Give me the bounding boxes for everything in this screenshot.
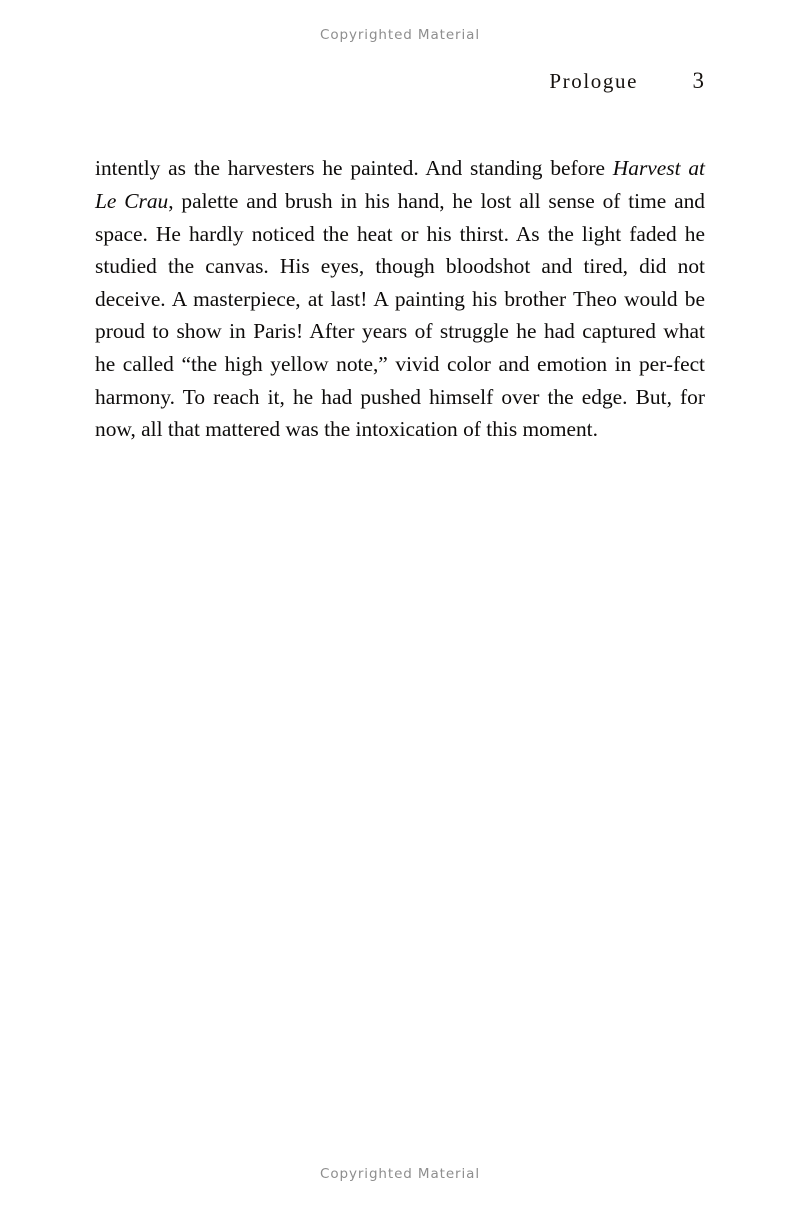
page-number: 3: [692, 68, 704, 93]
body-paragraph: [95, 152, 705, 445]
running-head: [96, 68, 704, 94]
copyright-watermark-top: Copyrighted Material: [320, 27, 480, 43]
copyright-watermark-bottom: Copyrighted Material: [320, 1166, 480, 1182]
chapter-title: Prologue: [549, 69, 638, 93]
book-title-italic: Harvest at Le Crau: [95, 156, 705, 213]
body-text-segment-1: intently as the harvesters he painted. And standing before: [95, 156, 613, 181]
body-text-segment-2: , palette and brush in his hand, he lost all sense of time and space. He hardly noticed the heat or his thirst. As the light faded he studied the canvas. His eyes, though bloodshot and tired, did not deceive. A masterpiece, at last! A painting his brother Theo would be proud to show in Paris! After years of struggle he had captured what he called “the high yellow note,” vivid color and emotion in per-fect harmony. To reach it, he had pushed himself over the edge. But, for now, all that mattered was the intoxication of this moment.: [95, 188, 705, 442]
